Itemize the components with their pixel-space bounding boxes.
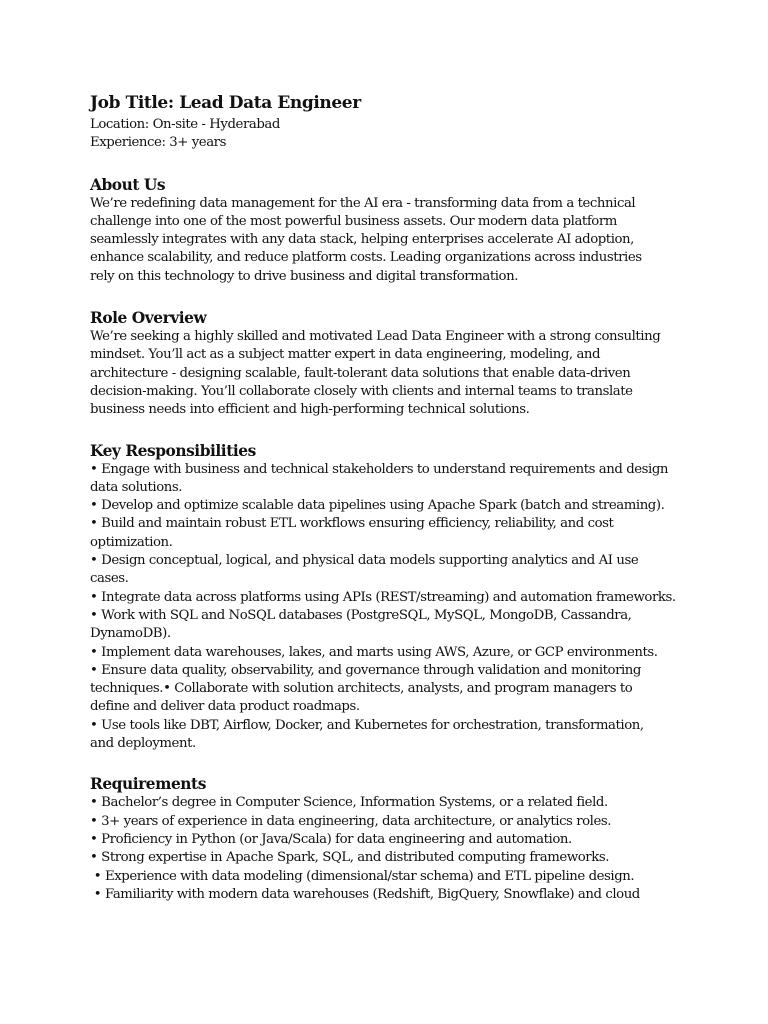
role-overview-line: business needs into efficient and high-performing technical solutions. [90, 402, 530, 418]
responsibility-line: • Ensure data quality, observability, and governance through validation and monitoring [90, 662, 641, 678]
responsibility-line: define and deliver data product roadmaps. [90, 699, 360, 715]
responsibility-line: data solutions. [90, 479, 183, 495]
requirements-section [90, 774, 700, 904]
responsibility-line: • Design conceptual, logical, and physical data models supporting analytics and AI use [90, 553, 639, 569]
role-overview-line: decision-making. You’ll collaborate closely with clients and internal teams to translate [90, 383, 633, 399]
job-description-page [90, 90, 700, 904]
responsibility-line: • Implement data warehouses, lakes, and marts using AWS, Azure, or GCP environments. [90, 644, 658, 660]
responsibility-line: DynamoDB). [90, 626, 171, 642]
responsibility-line: • Engage with business and technical stakeholders to understand requirements and design [90, 461, 669, 477]
role-overview-heading: Role Overview [90, 309, 207, 328]
about-us-heading: About Us [90, 175, 166, 194]
requirement-line: • Familiarity with modern data warehouses (Redshift, BigQuery, Snowflake) and cloud [90, 886, 640, 902]
about-us-line: enhance scalability, and reduce platform costs. Leading organizations across industries [90, 250, 642, 266]
responsibility-line: techniques.• Collaborate with solution architects, analysts, and program managers to [90, 681, 633, 697]
key-responsibilities-heading: Key Responsibilities [90, 441, 256, 460]
responsibility-line: • Integrate data across platforms using APIs (REST/streaming) and automation frameworks. [90, 589, 676, 605]
role-overview-line: architecture - designing scalable, fault-tolerant data solutions that enable data-driven [90, 365, 631, 381]
requirement-line: • Bachelor’s degree in Computer Science, Information Systems, or a related field. [90, 795, 608, 811]
requirement-line: • Experience with data modeling (dimensional/star schema) and ETL pipeline design. [90, 868, 635, 884]
responsibility-line: optimization. [90, 534, 173, 550]
requirement-line: • 3+ years of experience in data engineering, data architecture, or analytics roles. [90, 813, 612, 829]
responsibility-line: and deployment. [90, 736, 196, 752]
about-us-line: We’re redefining data management for the AI era - transforming data from a technical [90, 195, 636, 211]
responsibility-line: cases. [90, 571, 129, 587]
job-title: Job Title: Lead Data Engineer [90, 93, 361, 113]
experience-line: Experience: 3+ years [90, 135, 226, 151]
requirements-heading: Requirements [90, 775, 206, 794]
about-us-line: challenge into one of the most powerful business assets. Our modern data platform [90, 213, 617, 229]
about-us-line: seamlessly integrates with any data stack, helping enterprises accelerate AI adoption, [90, 232, 634, 248]
about-us-line: rely on this technology to drive business and digital transformation. [90, 268, 518, 284]
responsibility-line: • Use tools like DBT, Airflow, Docker, and Kubernetes for orchestration, transformation, [90, 717, 644, 733]
key-responsibilities-section [90, 441, 700, 754]
requirement-line: • Proficiency in Python (or Java/Scala) for data engineering and automation. [90, 831, 572, 847]
responsibility-line: • Build and maintain robust ETL workflows ensuring efficiency, reliability, and cost [90, 516, 614, 532]
about-us-section [90, 175, 700, 286]
responsibility-line: • Work with SQL and NoSQL databases (PostgreSQL, MySQL, MongoDB, Cassandra, [90, 607, 632, 623]
role-overview-section [90, 308, 700, 419]
requirement-line: • Strong expertise in Apache Spark, SQL, and distributed computing frameworks. [90, 850, 609, 866]
role-overview-line: mindset. You’ll act as a subject matter expert in data engineering, modeling, and [90, 347, 601, 363]
location-line: Location: On-site - Hyderabad [90, 117, 280, 132]
role-overview-line: We’re seeking a highly skilled and motivated Lead Data Engineer with a strong consulting [90, 329, 661, 345]
responsibility-line: • Develop and optimize scalable data pipelines using Apache Spark (batch and streaming). [90, 498, 665, 514]
